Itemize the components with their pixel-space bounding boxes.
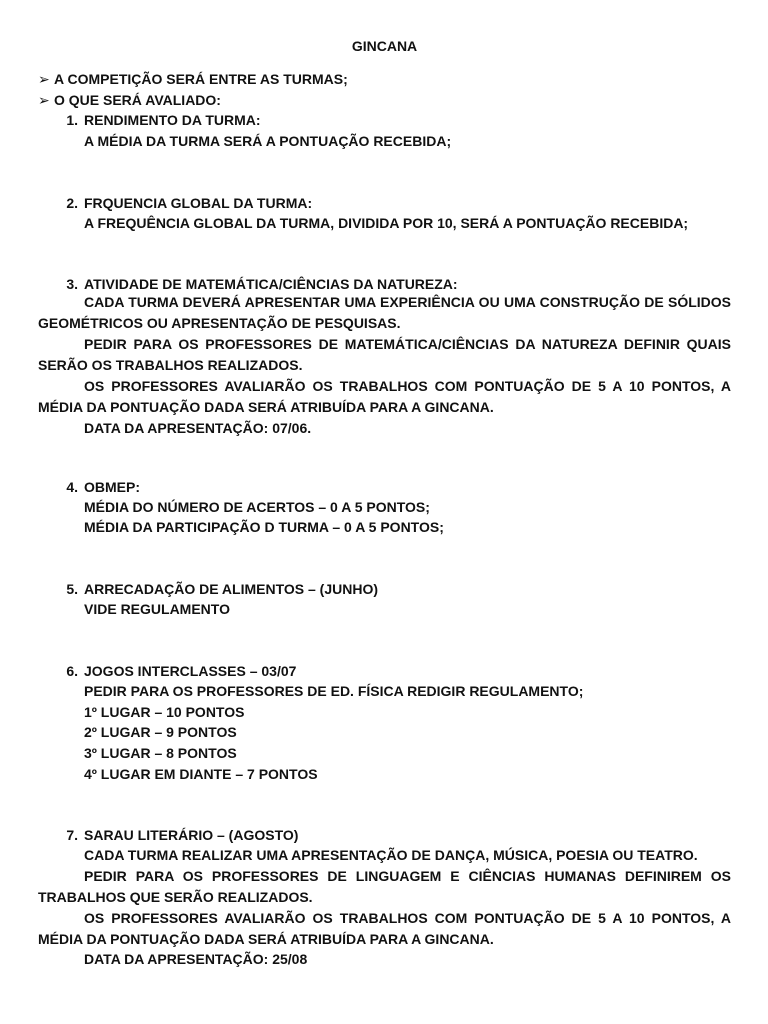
item-paragraph xyxy=(38,376,731,418)
item-line: 3º LUGAR – 8 PONTOS xyxy=(84,745,237,761)
item-number: 7. xyxy=(66,827,78,843)
bullet-text: A COMPETIÇÃO SERÁ ENTRE AS TURMAS; xyxy=(54,71,348,87)
item-date-line: DATA DA APRESENTAÇÃO: 25/08 xyxy=(84,951,308,967)
item-heading: SARAU LITERÁRIO – (AGOSTO) xyxy=(84,827,299,843)
item-number: 5. xyxy=(66,581,78,597)
item-paragraph xyxy=(38,866,731,908)
arrow-bullet-icon: ➢ xyxy=(38,92,50,108)
item-line: MÉDIA DA PARTICIPAÇÃO D TURMA – 0 A 5 PONTOS; xyxy=(84,519,444,535)
item-number: 3. xyxy=(66,276,78,292)
item-heading: FRQUENCIA GLOBAL DA TURMA: xyxy=(84,195,313,211)
bullet-item xyxy=(38,69,731,90)
item-line: A MÉDIA DA TURMA SERÁ A PONTUAÇÃO RECEBIDA; xyxy=(84,133,452,149)
item-heading: OBMEP: xyxy=(84,479,140,495)
item-line: 4º LUGAR EM DIANTE – 7 PONTOS xyxy=(84,766,318,782)
bullet-text: O QUE SERÁ AVALIADO: xyxy=(54,92,221,108)
item-line: PEDIR PARA OS PROFESSORES DE ED. FÍSICA REDIGIR REGULAMENTO; xyxy=(84,683,584,699)
item-paragraph xyxy=(38,292,731,334)
item-line: MÉDIA DO NÚMERO DE ACERTOS – 0 A 5 PONTOS; xyxy=(84,499,430,515)
item-heading: RENDIMENTO DA TURMA: xyxy=(84,112,261,128)
paragraph-text: PEDIR PARA OS PROFESSORES DE LINGUAGEM E CIÊNCIAS HUMANAS DEFINIREM OS TRABALHOS QUE SERÃO REALIZADOS. xyxy=(38,868,731,905)
list-item-heading xyxy=(38,193,731,214)
bullet-item xyxy=(38,90,731,111)
item-line: 2º LUGAR – 9 PONTOS xyxy=(84,724,237,740)
item-heading: ATIVIDADE DE MATEMÁTICA/CIÊNCIAS DA NATUREZA: xyxy=(84,276,458,292)
item-line: A FREQUÊNCIA GLOBAL DA TURMA, DIVIDIDA POR 10, SERÁ A PONTUAÇÃO RECEBIDA; xyxy=(84,215,689,231)
paragraph-text: OS PROFESSORES AVALIARÃO OS TRABALHOS COM PONTUAÇÃO DE 5 A 10 PONTOS, A MÉDIA DA PONTUAÇÃO DADA SERÁ ATRIBUÍDA PARA A GINCANA. xyxy=(38,910,731,947)
list-item-heading xyxy=(38,579,731,600)
item-paragraph xyxy=(38,908,731,950)
item-line: 1º LUGAR – 10 PONTOS xyxy=(84,704,245,720)
item-number: 6. xyxy=(66,663,78,679)
item-number: 4. xyxy=(66,479,78,495)
item-line: CADA TURMA REALIZAR UMA APRESENTAÇÃO DE DANÇA, MÚSICA, POESIA OU TEATRO. xyxy=(84,847,698,863)
item-heading: ARRECADAÇÃO DE ALIMENTOS – (JUNHO) xyxy=(84,581,379,597)
paragraph-text: PEDIR PARA OS PROFESSORES DE MATEMÁTICA/CIÊNCIAS DA NATUREZA DEFINIR QUAIS SERÃO OS TRABALHOS REALIZADOS. xyxy=(38,336,731,373)
paragraph-text: CADA TURMA DEVERÁ APRESENTAR UMA EXPERIÊNCIA OU UMA CONSTRUÇÃO DE SÓLIDOS GEOMÉTRICOS OU APRESENTAÇÃO DE PESQUISAS. xyxy=(38,294,731,331)
item-paragraph xyxy=(38,334,731,376)
list-item-heading xyxy=(38,661,731,682)
list-item-heading xyxy=(38,825,731,846)
arrow-bullet-icon: ➢ xyxy=(38,71,50,87)
item-number: 2. xyxy=(66,195,78,211)
list-item-heading xyxy=(38,110,731,131)
item-number: 1. xyxy=(66,112,78,128)
paragraph-text: OS PROFESSORES AVALIARÃO OS TRABALHOS COM PONTUAÇÃO DE 5 A 10 PONTOS, A MÉDIA DA PONTUAÇÃO DADA SERÁ ATRIBUÍDA PARA A GINCANA. xyxy=(38,378,731,415)
item-heading: JOGOS INTERCLASSES – 03/07 xyxy=(84,663,297,679)
item-date-line: DATA DA APRESENTAÇÃO: 07/06. xyxy=(84,420,312,436)
item-line: VIDE REGULAMENTO xyxy=(84,601,230,617)
list-item-heading xyxy=(38,477,731,498)
page-title: GINCANA xyxy=(351,38,418,54)
